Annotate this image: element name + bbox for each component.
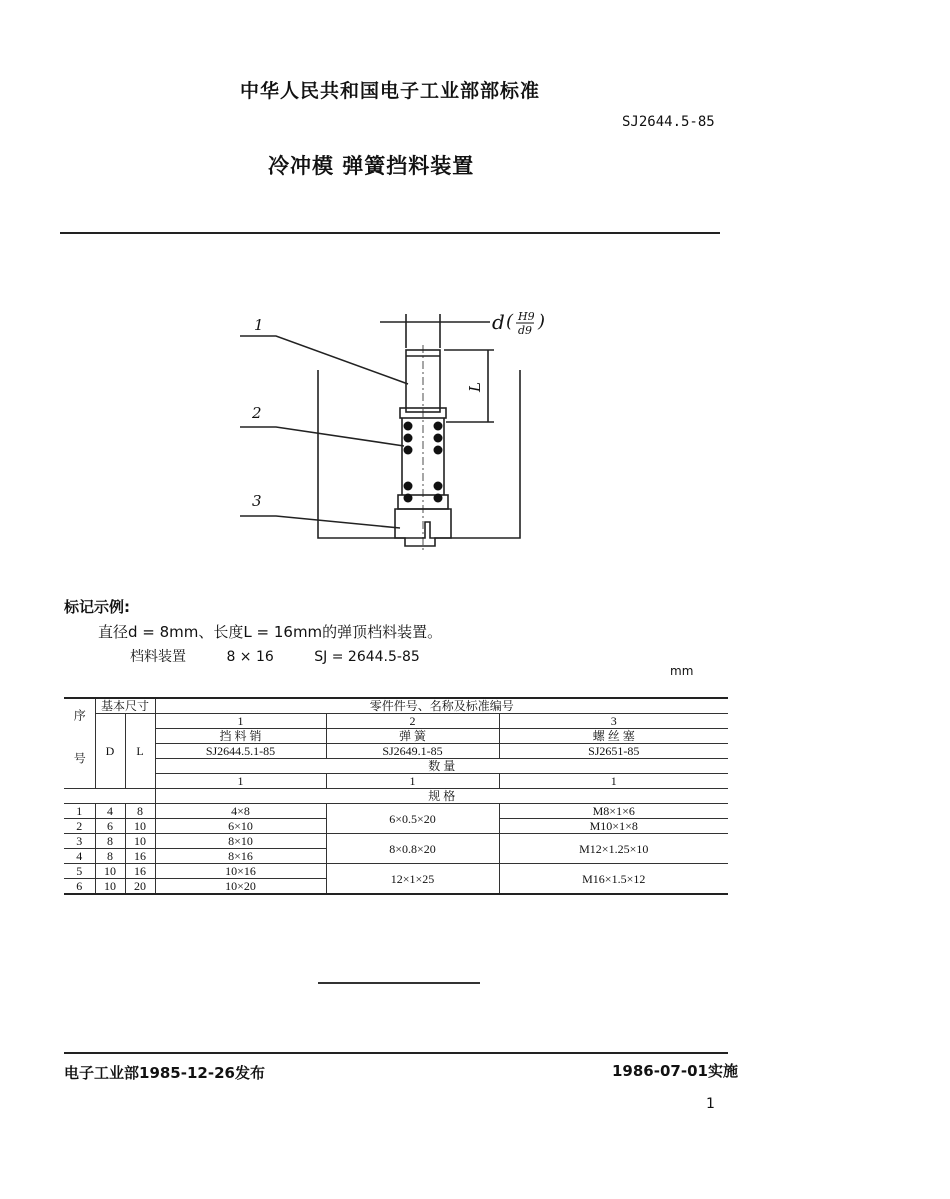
- callout-2: 2: [252, 404, 262, 422]
- svg-text:): ): [538, 311, 546, 332]
- basic-size-header: 基本尺寸: [95, 698, 155, 714]
- part-qty-1: 1: [155, 774, 326, 789]
- unit-label: mm: [670, 664, 694, 678]
- page-number: 1: [706, 1096, 715, 1112]
- publish-info: 电子工业部1985-12-26发布: [64, 1064, 265, 1082]
- part-no-1: 1: [155, 714, 326, 729]
- leader-1: [240, 336, 408, 384]
- part-name-1: 挡 料 销: [155, 729, 326, 744]
- part-name-3: 螺 丝 塞: [499, 729, 728, 744]
- effective-date: 1986-07-01实施: [612, 1062, 738, 1080]
- row-L: 16: [125, 849, 155, 864]
- row-D: 4: [95, 804, 125, 819]
- callout-3: 3: [252, 492, 262, 510]
- row-pin: 8×10: [155, 834, 326, 849]
- example-name: 档料装置: [130, 649, 186, 665]
- row-pin: 10×20: [155, 879, 326, 895]
- row-pin: 4×8: [155, 804, 326, 819]
- callout-1: 1: [254, 316, 264, 334]
- row-L: 8: [125, 804, 155, 819]
- row-L: 16: [125, 864, 155, 879]
- seq-header: 序 号: [64, 698, 95, 789]
- part-std-3: SJ2651-85: [499, 744, 728, 759]
- row-D: 10: [95, 864, 125, 879]
- issuing-authority: 中华人民共和国电子工业部部标准: [240, 80, 541, 102]
- row-D: 8: [95, 834, 125, 849]
- qty-header: 数 量: [155, 759, 728, 774]
- part-qty-3: 1: [499, 774, 728, 789]
- tol-lower: d9: [518, 324, 533, 337]
- spec-header: 规 格: [155, 789, 728, 804]
- dim-L-label: L: [466, 382, 484, 392]
- example-standard: SJ = 2644.5-85: [314, 649, 420, 665]
- row-L: 10: [125, 819, 155, 834]
- parts-header: 零件件号、名称及标准编号: [155, 698, 728, 714]
- spec-table: [64, 697, 728, 895]
- plug-spec: M8×1×6: [499, 804, 728, 819]
- row-D: 6: [95, 819, 125, 834]
- spring-spec: 12×1×25: [326, 864, 499, 895]
- row-seq: 4: [64, 849, 95, 864]
- row-seq: 2: [64, 819, 95, 834]
- plug-spec: M16×1.5×12: [499, 864, 728, 895]
- row-L: 10: [125, 834, 155, 849]
- svg-text:(: (: [506, 311, 514, 332]
- row-seq: 1: [64, 804, 95, 819]
- die-plate-outline: [318, 370, 520, 546]
- dim-d-label: d: [492, 310, 505, 334]
- example-size: 8 × 16: [226, 649, 274, 665]
- row-seq: 3: [64, 834, 95, 849]
- spring-stop-drawing: [230, 300, 570, 560]
- part-name-2: 弹 簧: [326, 729, 499, 744]
- end-rule: [318, 982, 480, 984]
- row-D: 10: [95, 879, 125, 895]
- part-qty-2: 1: [326, 774, 499, 789]
- row-pin: 6×10: [155, 819, 326, 834]
- col-L-header: L: [125, 714, 155, 789]
- row-D: 8: [95, 849, 125, 864]
- part-no-2: 2: [326, 714, 499, 729]
- document-title: 冷冲模 弹簧挡料装置: [268, 154, 475, 178]
- spring-spec: 6×0.5×20: [326, 804, 499, 834]
- col-D-header: D: [95, 714, 125, 789]
- row-pin: 10×16: [155, 864, 326, 879]
- plug-spec: M10×1×8: [499, 819, 728, 834]
- example-heading: 标记示例:: [64, 598, 130, 616]
- standard-code: SJ2644.5-85: [622, 114, 715, 130]
- part-std-2: SJ2649.1-85: [326, 744, 499, 759]
- tol-upper: H9: [518, 310, 535, 323]
- footer-rule: [64, 1052, 728, 1054]
- leader-2: [240, 427, 404, 446]
- part-std-1: SJ2644.5.1-85: [155, 744, 326, 759]
- plug-spec: M12×1.25×10: [499, 834, 728, 864]
- leader-3: [240, 516, 400, 528]
- row-seq: 6: [64, 879, 95, 895]
- row-seq: 5: [64, 864, 95, 879]
- spring-spec: 8×0.8×20: [326, 834, 499, 864]
- header-rule: [60, 232, 720, 234]
- row-pin: 8×16: [155, 849, 326, 864]
- example-marking: [130, 646, 456, 666]
- row-L: 20: [125, 879, 155, 895]
- example-description: 直径d = 8mm、长度L = 16mm的弹顶档料装置。: [98, 623, 443, 641]
- part-no-3: 3: [499, 714, 728, 729]
